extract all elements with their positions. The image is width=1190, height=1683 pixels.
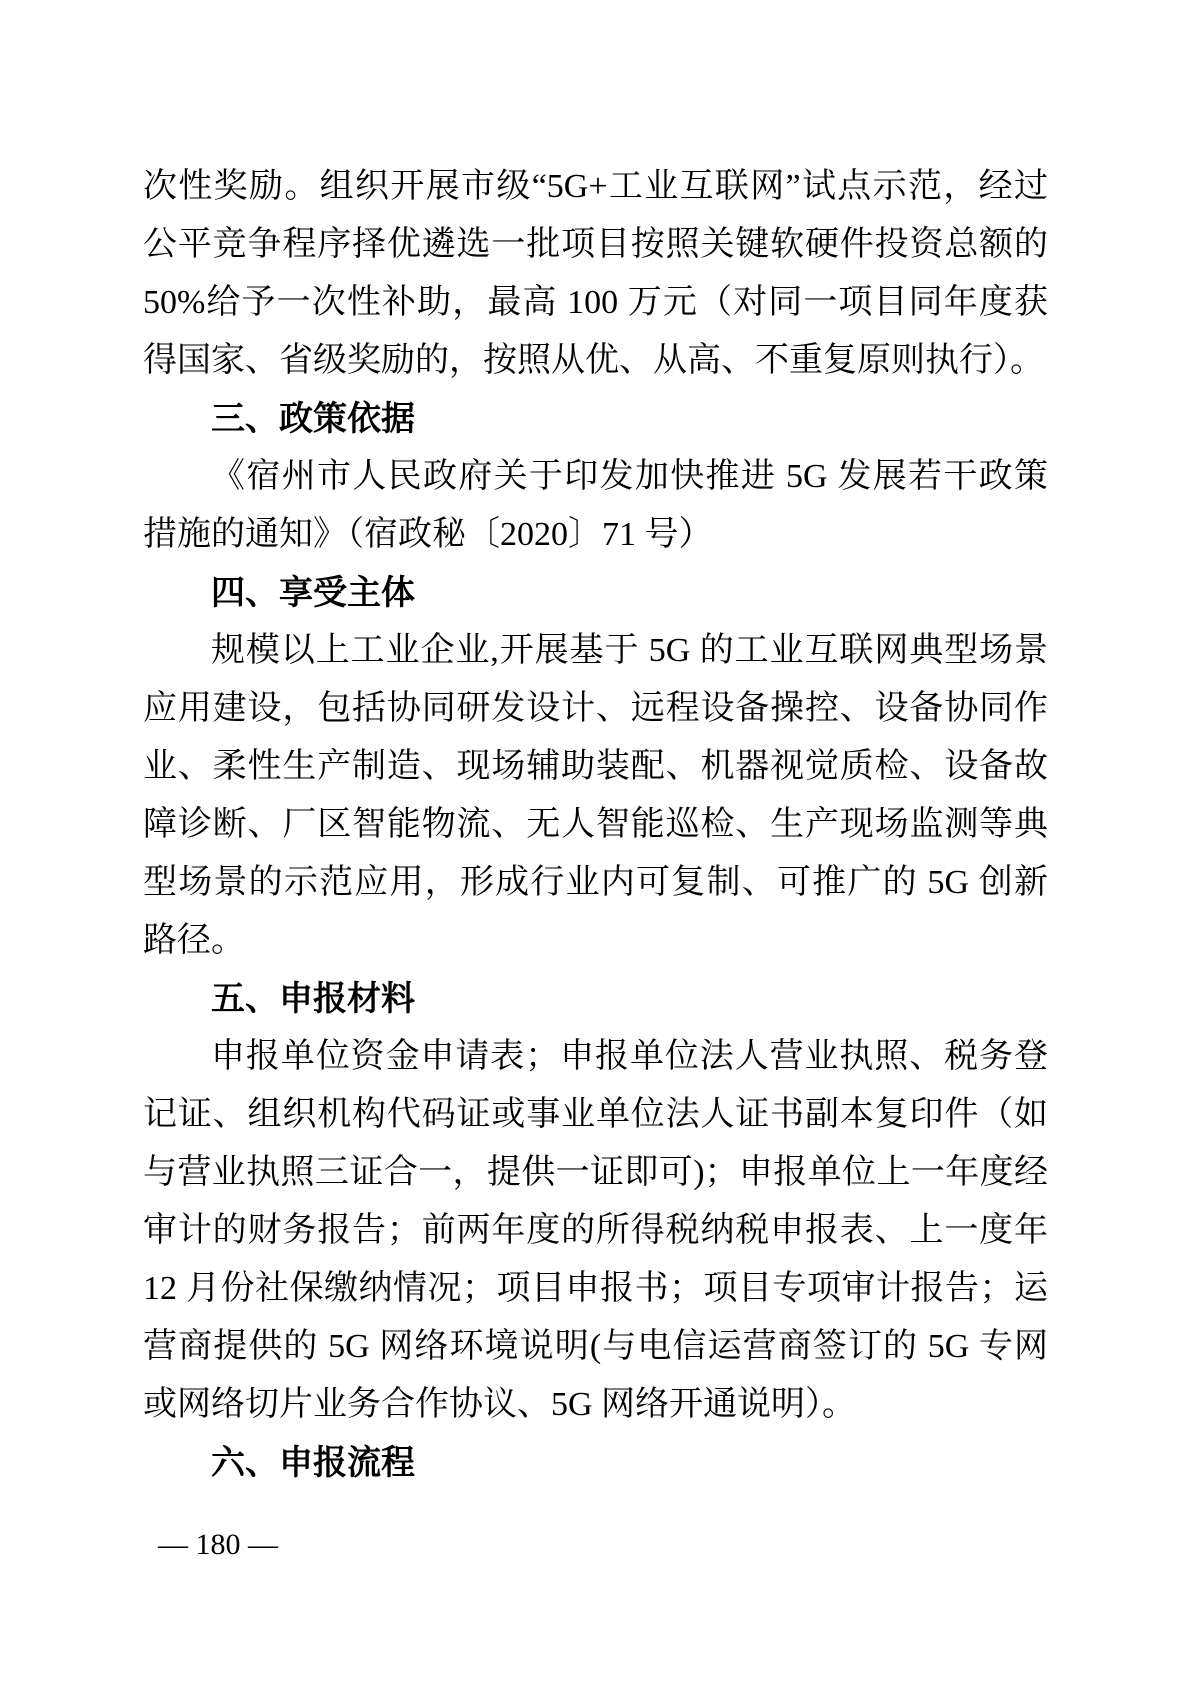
- section-heading: 三、政策依据: [211, 400, 415, 438]
- body-paragraph: 《宿州市人民政府关于印发加快推进 5G 发展若干政策措施的通知》（宿政秘〔2020〕71 号）: [143, 458, 1048, 553]
- section-heading: 四、享受主体: [211, 574, 415, 612]
- section-heading: 五、申报材料: [211, 980, 415, 1018]
- body-paragraph: 次性奖励。组织开展市级“5G+工业互联网”试点示范，经过公平竞争程序择优遴选一批项目按照关键软硬件投资总额的 50%给予一次性补助，最高 100 万元（对同一项目同年度获得国家、省级奖励的，按照从优、从高、不重复原则执行）。: [143, 168, 1048, 379]
- body-paragraph: 规模以上工业企业,开展基于 5G 的工业互联网典型场景应用建设，包括协同研发设计、远程设备操控、设备协同作业、柔性生产制造、现场辅助装配、机器视觉质检、设备故障诊断、厂区智能物流、无人智能巡检、生产现场监测等典型场景的示范应用，形成行业内可复制、可推广的 5G 创新路径。: [143, 632, 1048, 959]
- document-content: [143, 158, 1048, 1492]
- body-paragraph: 申报单位资金申请表；申报单位法人营业执照、税务登记证、组织机构代码证或事业单位法人证书副本复印件（如与营业执照三证合一，提供一证即可)；申报单位上一年度经审计的财务报告；前两年度的所得税纳税申报表、上一度年 12 月份社保缴纳情况；项目申报书；项目专项审计报告；运营商提供的 5G 网络环境说明(与电信运营商签订的 5G 专网或网络切片业务合作协议、5G 网络开通说明）。: [143, 1038, 1048, 1423]
- page-number: — 180 —: [158, 1528, 278, 1561]
- section-heading: 六、申报流程: [211, 1444, 415, 1482]
